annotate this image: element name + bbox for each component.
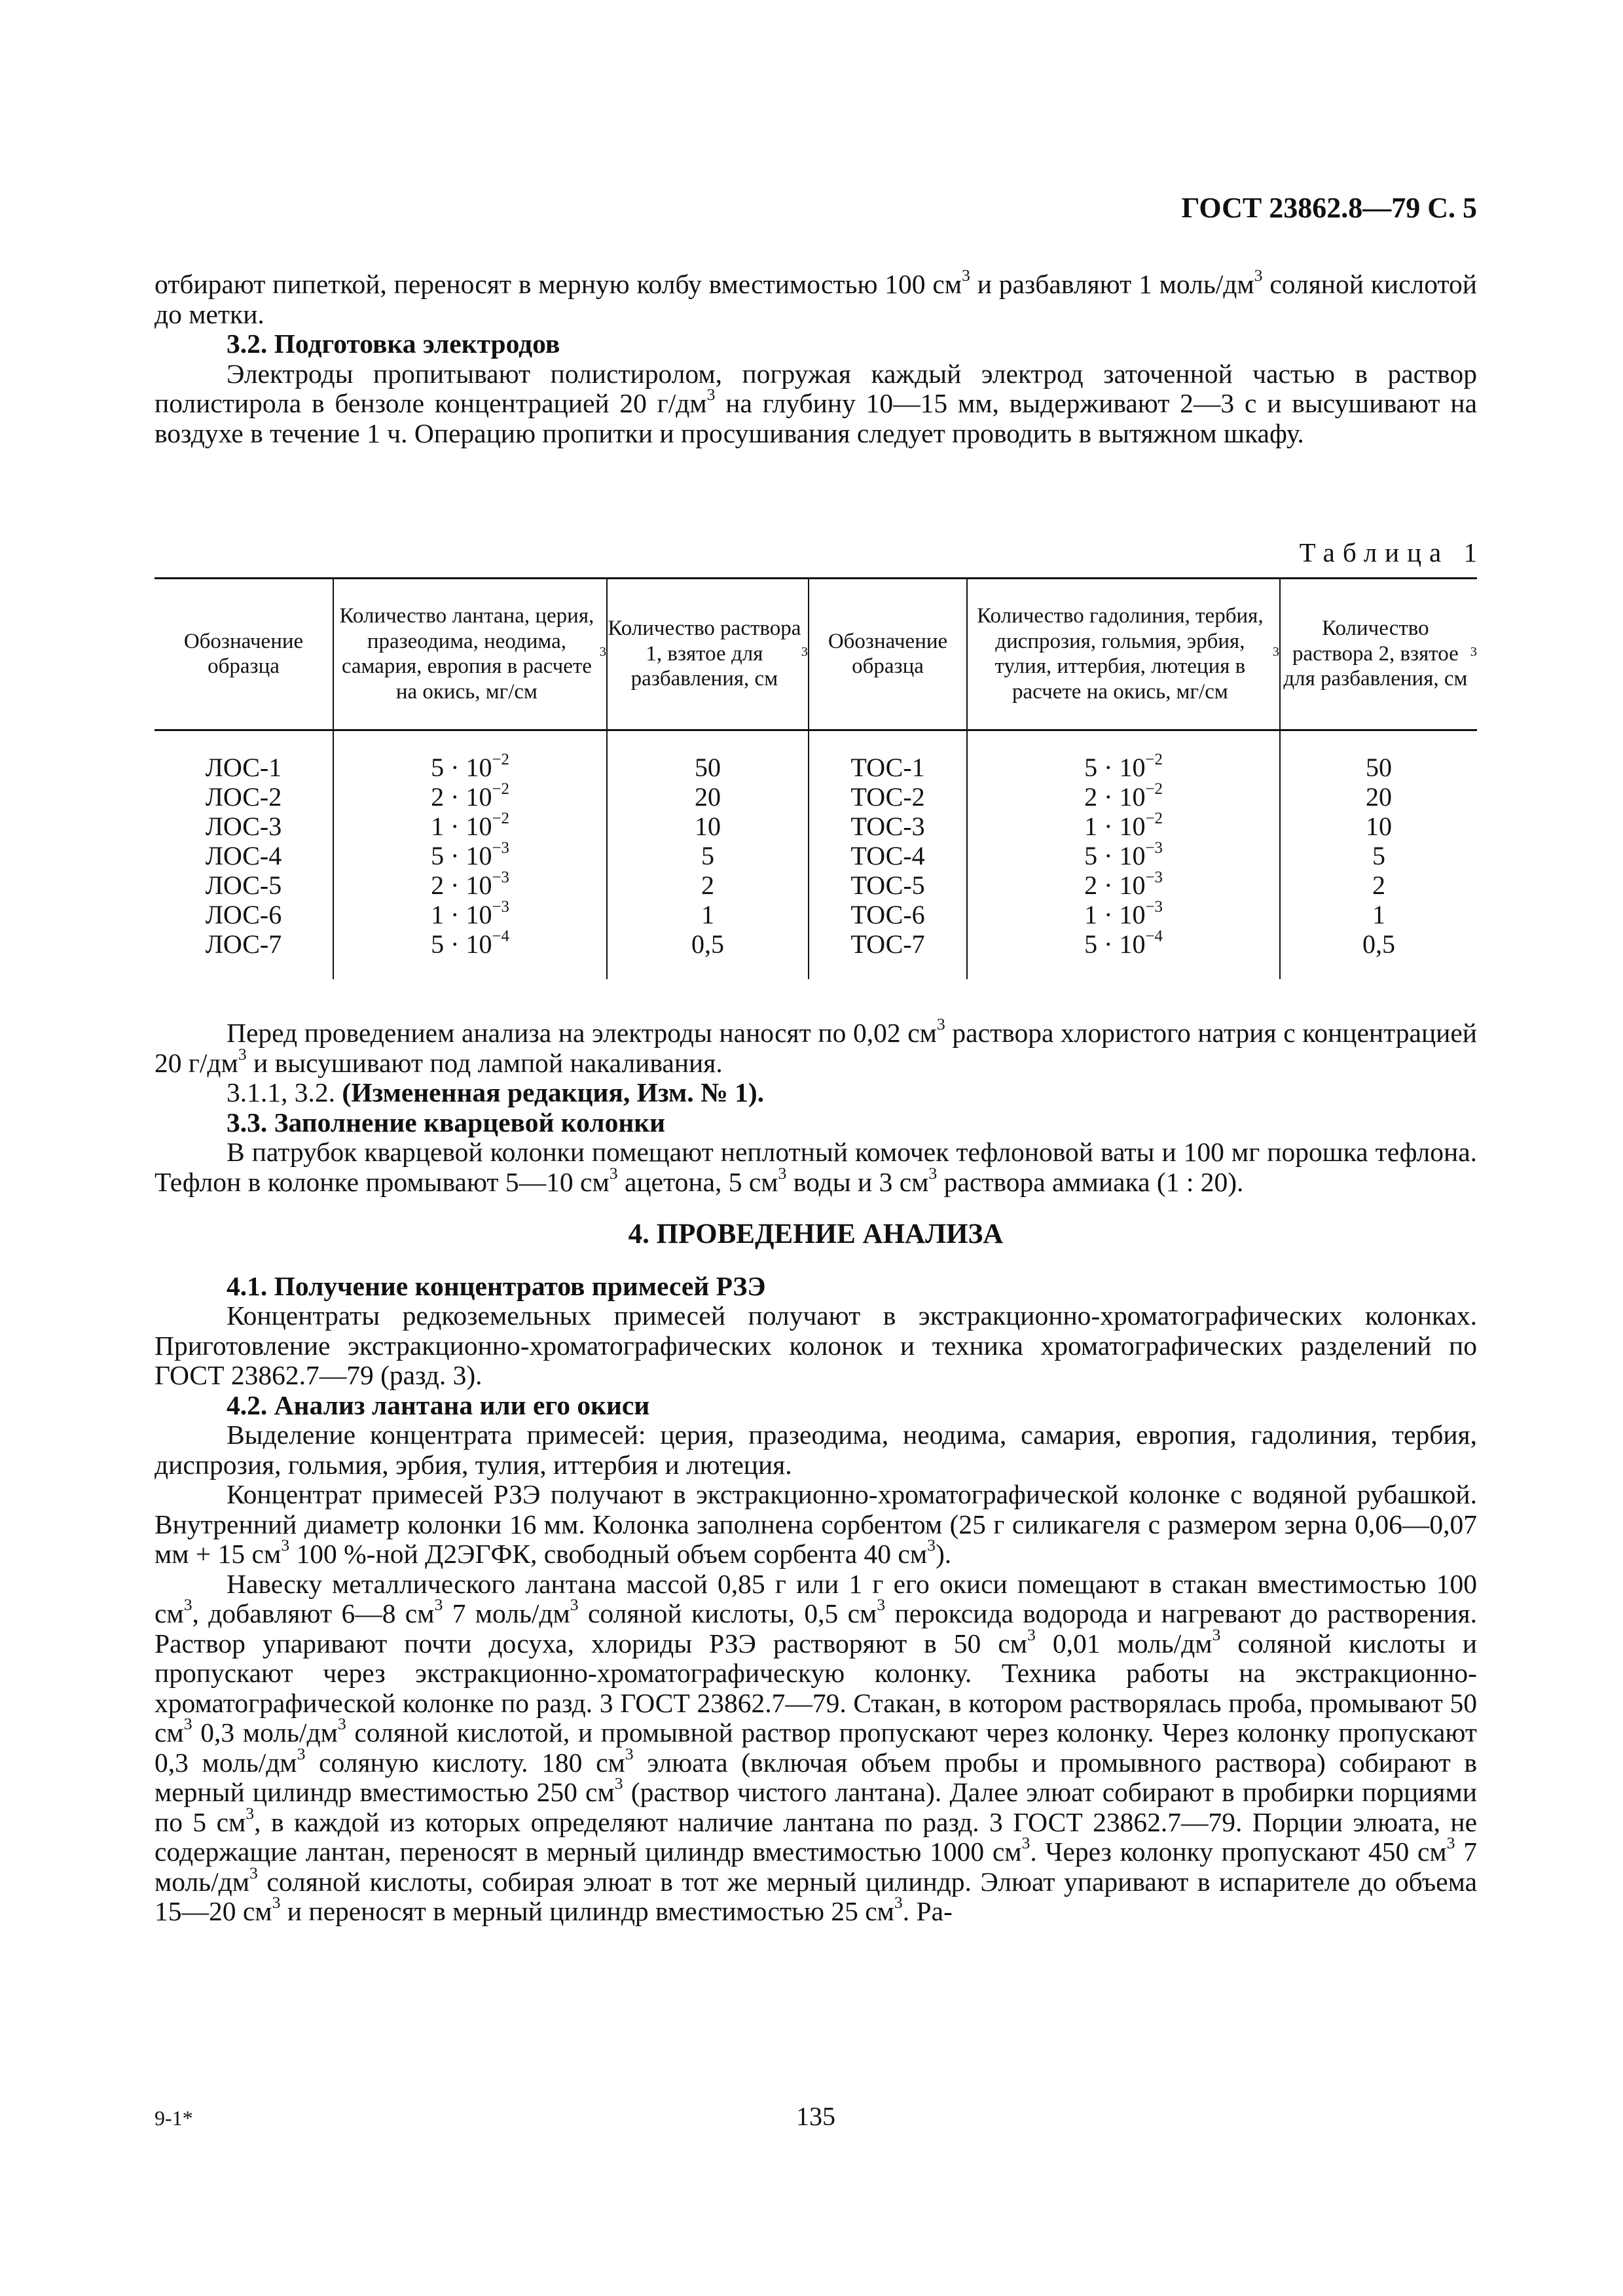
table-cell: $5 \cdot 10^{-3}$: [1084, 838, 1163, 870]
table-column: [334, 750, 606, 959]
table-column: [809, 753, 966, 959]
subsection-heading: 4.1. Получение концентратов примесей РЗЭ: [227, 1270, 766, 1301]
amendment-note: [155, 1078, 1477, 1108]
table-cell: 20: [695, 782, 721, 812]
table-cell: 50: [1366, 753, 1392, 782]
subsection-heading: 4.2. Анализ лантана или его окиси: [227, 1390, 650, 1420]
table-column: [608, 753, 808, 959]
table-cell: 20: [1366, 782, 1392, 812]
table-cell: ТОС-4: [850, 841, 925, 870]
table-header-cell: Количество раствора 2, взятое для разбавления, см $^3$: [1283, 617, 1477, 691]
document-page: [155, 0, 1485, 2296]
table-cell: 1: [1372, 900, 1385, 929]
table-cell: $1 \cdot 10^{-2}$: [1084, 809, 1163, 841]
paragraph: Электроды пропитывают полистиролом, погружая каждый электрод заточенной частью в раствор полистирола в бензоле концентрацией 20 $г/дм^3$ на глубину 10—15 мм, выдерживают 2—3 с и высушивают на воздухе в течение 1 ч. Операцию пропитки и просушивания следует проводить в вытяжном шкафу.: [155, 358, 1477, 448]
paragraph: Навеску металлического лантана массой 0,85 г или 1 г его окиси помещают в стакан вместимостью 100 $см^3$, добавляют 6—8 $см^3$ 7 моль/$дм^3$ соляной кислоты, 0,5 $см^3$ пероксида водорода и нагревают до растворения. Раствор упаривают почти досуха, хлориды РЗЭ растворяют в 50 $см^3$ 0,01 моль/$дм^3$ соляной кислоты и пропускают через экстракционно-хроматографическую колонку. Техника работы на экстракционно-хроматографической колонке по разд. 3 ГОСТ 23862.7—79. Стакан, в котором растворялась проба, промывают 50 $см^3$ 0,3 моль/$дм^3$ соляной кислотой, и промывной раствор пропускают через колонку. Через колонку пропускают 0,3 моль/$дм^3$ соляную кислоту. 180 $см^3$ элюата (включая объем пробы и промывного раствора) собирают в мерный цилиндр вместимостью 250 $см^3$ (раствор чистого лантана). Далее элюат собирают в пробирки порциями по 5 $см^3$, в каждой из которых определяют наличие лантана по разд. 3 ГОСТ 23862.7—79. Порции элюата, не содержащие лантан, переносят в мерный цилиндр вместимостью 1000 $см^3$. Через колонку пропускают 450 $см^3$ 7 моль/$дм^3$ соляной кислоты, собирая элюат в тот же мерный цилиндр. Элюат упаривают в испарителе до объема 15—20 $см^3$ и переносят в мерный цилиндр вместимостью 25 $см^3$. Ра-: [155, 1568, 1477, 1926]
table-cell: $2 \cdot 10^{-2}$: [1084, 780, 1163, 812]
table-cell: ЛОС-5: [205, 870, 282, 900]
table-cell: 50: [695, 753, 721, 782]
table-cell: ТОС-1: [850, 753, 925, 782]
table-cell: ТОС-2: [850, 782, 925, 812]
table-cell: ЛОС-3: [205, 812, 282, 841]
table-cell: ТОС-3: [850, 812, 925, 841]
table-caption: Таблица 1: [1299, 537, 1485, 567]
table-header-cell: Количество раствора 1, взятое для разбавления, см $^3$: [608, 617, 808, 691]
table-cell: 0,5: [1362, 929, 1395, 959]
table-cell: 1: [701, 900, 714, 929]
table-header-cell: Обозначение образца: [828, 629, 948, 678]
amendment-label: (Измененная редакция, Изм. № 1).: [342, 1077, 765, 1107]
paragraph: Концентрат примесей РЗЭ получают в экстракционно-хроматографической колонке с водяной рубашкой. Внутренний диаметр колонки 16 мм. Колонка заполнена сорбентом (25 г силикагеля с размером зерна 0,06—0,07 мм + 15 $см^3$ 100 %-ной Д2ЭГФК, свободный объем сорбента 40 $см^3$).: [155, 1479, 1477, 1569]
paragraph: В патрубок кварцевой колонки помещают неплотный комочек тефлоновой ваты и 100 мг порошка тефлона. Тефлон в колонке промывают 5—10 $см^3$ ацетона, 5 $см^3$ воды и 3 $см^3$ раствора аммиака (1 : 20).: [155, 1137, 1477, 1197]
table-cell: $5 \cdot 10^{-2}$: [1084, 750, 1163, 782]
table-header-cell: Обозначение образца: [183, 629, 304, 678]
table-column: [968, 750, 1279, 959]
table-cell: $5 \cdot 10^{-2}$: [431, 750, 509, 782]
table-cell: $2 \cdot 10^{-3}$: [1084, 868, 1163, 900]
table-cell: $5 \cdot 10^{-3}$: [431, 838, 509, 870]
table-cell: 5: [1372, 841, 1385, 870]
table-cell: ТОС-7: [850, 929, 925, 959]
table-cell: $2 \cdot 10^{-2}$: [431, 780, 509, 812]
table-cell: ТОС-5: [850, 870, 925, 900]
table-cell: ЛОС-7: [205, 929, 282, 959]
table-cell: ЛОС-6: [205, 900, 282, 929]
table-cell: ЛОС-1: [205, 753, 282, 782]
table-cell: 2: [701, 870, 714, 900]
table-cell: $1 \cdot 10^{-2}$: [431, 809, 509, 841]
table-cell: ТОС-6: [850, 900, 925, 929]
table-column: [155, 753, 333, 959]
page-number: 135: [796, 2102, 835, 2131]
subsection-heading: 3.3. Заполнение кварцевой колонки: [227, 1107, 666, 1138]
table-cell: ЛОС-2: [205, 782, 282, 812]
table-cell: $5 \cdot 10^{-4}$: [431, 927, 509, 959]
data-table: [155, 577, 1477, 979]
table-cell: 5: [701, 841, 714, 870]
table-header-cell: Количество гадолиния, тербия, диспрозия, гольмия, эрбия, тулия, иттербия, лютеция в расчете на окись, мг/см $^3$: [977, 604, 1279, 704]
table-cell: $2 \cdot 10^{-3}$: [431, 868, 509, 900]
table-cell: 10: [1366, 812, 1392, 841]
section-heading: 4. ПРОВЕДЕНИЕ АНАЛИЗА: [628, 1219, 1004, 1249]
table-cell: 10: [695, 812, 721, 841]
table-cell: 0,5: [691, 929, 724, 959]
top-text-block: [155, 266, 1477, 448]
table-cell: 2: [1372, 870, 1385, 900]
paragraph: отбирают пипеткой, переносят в мерную колбу вместимостью 100 $см^3$ и разбавляют 1 моль/$дм^3$ соляной кислотой до метки.: [155, 266, 1477, 329]
paragraph: Перед проведением анализа на электроды наносят по 0,02 $см^3$ раствора хлористого натрия с концентрацией 20 $г/дм^3$ и высушивают под лампой накаливания.: [155, 1014, 1478, 1078]
footer-mark: 9-1*: [155, 2106, 193, 2130]
amendment-ref: 3.1.1, 3.2.: [227, 1077, 342, 1107]
paragraph: Концентраты редкоземельных примесей получают в экстракционно-хроматографических колонках. Приготовление экстракционно-хроматографических колонок и техника хроматографических разделений по ГОСТ 23862.7—79 (разд. 3).: [155, 1300, 1477, 1390]
table-cell: $1 \cdot 10^{-3}$: [431, 897, 509, 929]
table-cell: $5 \cdot 10^{-4}$: [1084, 927, 1163, 959]
page-header: ГОСТ 23862.8—79 С. 5: [1181, 192, 1477, 224]
table-column: [1281, 753, 1477, 959]
subsection-heading: 3.2. Подготовка электродов: [227, 329, 560, 359]
table-cell: $1 \cdot 10^{-3}$: [1084, 897, 1163, 929]
table-header-cell: Количество лантана, церия, празеодима, неодима, самария, европия в расчете на окись, мг/см $^3$: [339, 604, 606, 704]
table-cell: ЛОС-4: [205, 841, 282, 870]
bottom-text-block: [155, 1014, 1478, 1927]
paragraph: Выделение концентрата примесей: церия, празеодима, неодима, самария, европия, гадолиния, тербия, диспрозия, гольмия, эрбия, тулия, иттербия и лютеция.: [155, 1420, 1477, 1480]
